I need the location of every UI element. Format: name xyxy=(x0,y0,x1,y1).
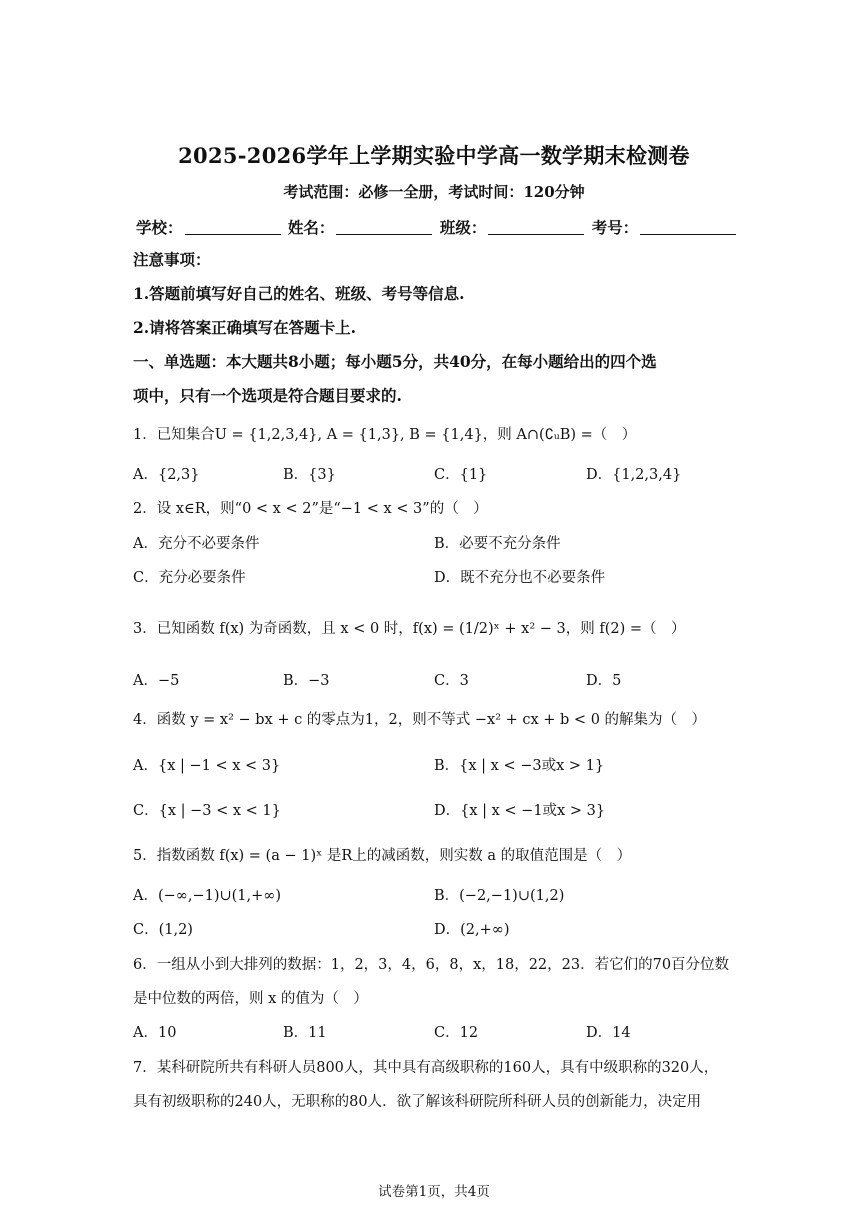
class-blank[interactable] xyxy=(488,218,584,235)
q4-option-c[interactable]: C．{x | −3 < x < 1} xyxy=(133,803,281,819)
q1-option-c[interactable]: C．{1} xyxy=(434,467,488,483)
school-blank[interactable] xyxy=(185,218,281,235)
question-6-stem: 6．一组从小到大排列的数据：1，2，3，4，6，8，x，18，22，23．若它们的70百分位数 xyxy=(133,957,730,973)
q4-option-b[interactable]: B．{x | x < −3或x > 1} xyxy=(434,758,605,774)
q5-option-b[interactable]: B．(−2,−1)∪(1,2) xyxy=(434,888,565,904)
student-info-row xyxy=(136,216,738,238)
question-5-stem: 5．指数函数 f(x) = (a − 1)ˣ 是R上的减函数，则实数 a 的取值范围是（ ） xyxy=(133,848,632,864)
question-4-stem: 4．函数 y = x² − bx + c 的零点为1，2，则不等式 −x² + cx + b < 0 的解集为（ ） xyxy=(133,712,707,728)
q3-option-d[interactable]: D．5 xyxy=(586,673,622,689)
q5-option-a[interactable]: A．(−∞,−1)∪(1,+∞) xyxy=(133,888,282,904)
q6-option-b[interactable]: B．11 xyxy=(283,1025,327,1041)
q2-option-a[interactable]: A．充分不必要条件 xyxy=(133,536,260,552)
q6-option-d[interactable]: D．14 xyxy=(586,1025,631,1041)
question-7-stem-cont: 具有初级职称的240人，无职称的80人．欲了解该科研院所科研人员的创新能力，决定用 xyxy=(133,1094,702,1110)
q3-option-c[interactable]: C．3 xyxy=(434,673,469,689)
q1-option-d[interactable]: D．{1,2,3,4} xyxy=(586,467,682,483)
q5-option-d[interactable]: D．(2,+∞) xyxy=(434,922,510,938)
class-label: 班级： xyxy=(439,218,487,237)
q2-option-c[interactable]: C．充分必要条件 xyxy=(133,570,246,586)
q4-option-d[interactable]: D．{x | x < −1或x > 3} xyxy=(434,803,606,819)
exam-number-label: 考号： xyxy=(591,218,639,237)
section-heading: 一、单选题：本大题共8小题；每小题5分，共40分，在每小题给出的四个选 xyxy=(133,352,657,371)
question-3-stem: 3．已知函数 f(x) 为奇函数，且 x < 0 时，f(x) = (1/2)ˣ + x² − 3，则 f(2) =（ ） xyxy=(133,621,686,637)
q3-option-b[interactable]: B．−3 xyxy=(283,673,330,689)
note-item: 1.答题前填写好自己的姓名、班级、考号等信息. xyxy=(133,284,465,303)
question-6-stem-cont: 是中位数的两倍，则 x 的值为（ ） xyxy=(133,991,368,1007)
exam-number-blank[interactable] xyxy=(640,218,736,235)
page-footer: 试卷第1页，共4页 xyxy=(378,1184,490,1200)
name-label: 姓名： xyxy=(287,218,335,237)
q1-option-b[interactable]: B．{3} xyxy=(283,467,336,483)
question-2-stem: 2．设 x∈R，则“0 < x < 2”是“−1 < x < 3”的（ ） xyxy=(133,501,488,517)
q1-option-a[interactable]: A．{2,3} xyxy=(133,467,200,483)
q4-option-a[interactable]: A．{x | −1 < x < 3} xyxy=(133,758,281,774)
q5-option-c[interactable]: C．(1,2) xyxy=(133,922,193,938)
q2-option-d[interactable]: D．既不充分也不必要条件 xyxy=(434,570,606,586)
q2-option-b[interactable]: B．必要不充分条件 xyxy=(434,536,561,552)
question-1-stem: 1．已知集合U = {1,2,3,4}, A = {1,3}, B = {1,4}，则 A∩(∁ᵤB) =（ ） xyxy=(133,427,637,443)
section-heading-cont: 项中，只有一个选项是符合题目要求的. xyxy=(133,386,402,405)
exam-title: 2025-2026学年上学期实验中学高一数学期末检测卷 xyxy=(178,143,690,168)
note-item: 2.请将答案正确填写在答题卡上. xyxy=(133,318,357,337)
school-label: 学校： xyxy=(136,218,183,237)
q6-option-c[interactable]: C．12 xyxy=(434,1025,479,1041)
notes-heading: 注意事项： xyxy=(133,250,211,269)
name-blank[interactable] xyxy=(336,218,432,235)
question-7-stem: 7．某科研院所共有科研人员800人，其中具有高级职称的160人，具有中级职称的320人， xyxy=(133,1060,719,1076)
exam-subtitle: 考试范围：必修一全册，考试时间：120分钟 xyxy=(283,183,585,201)
q6-option-a[interactable]: A．10 xyxy=(133,1025,177,1041)
q3-option-a[interactable]: A．−5 xyxy=(133,673,180,689)
